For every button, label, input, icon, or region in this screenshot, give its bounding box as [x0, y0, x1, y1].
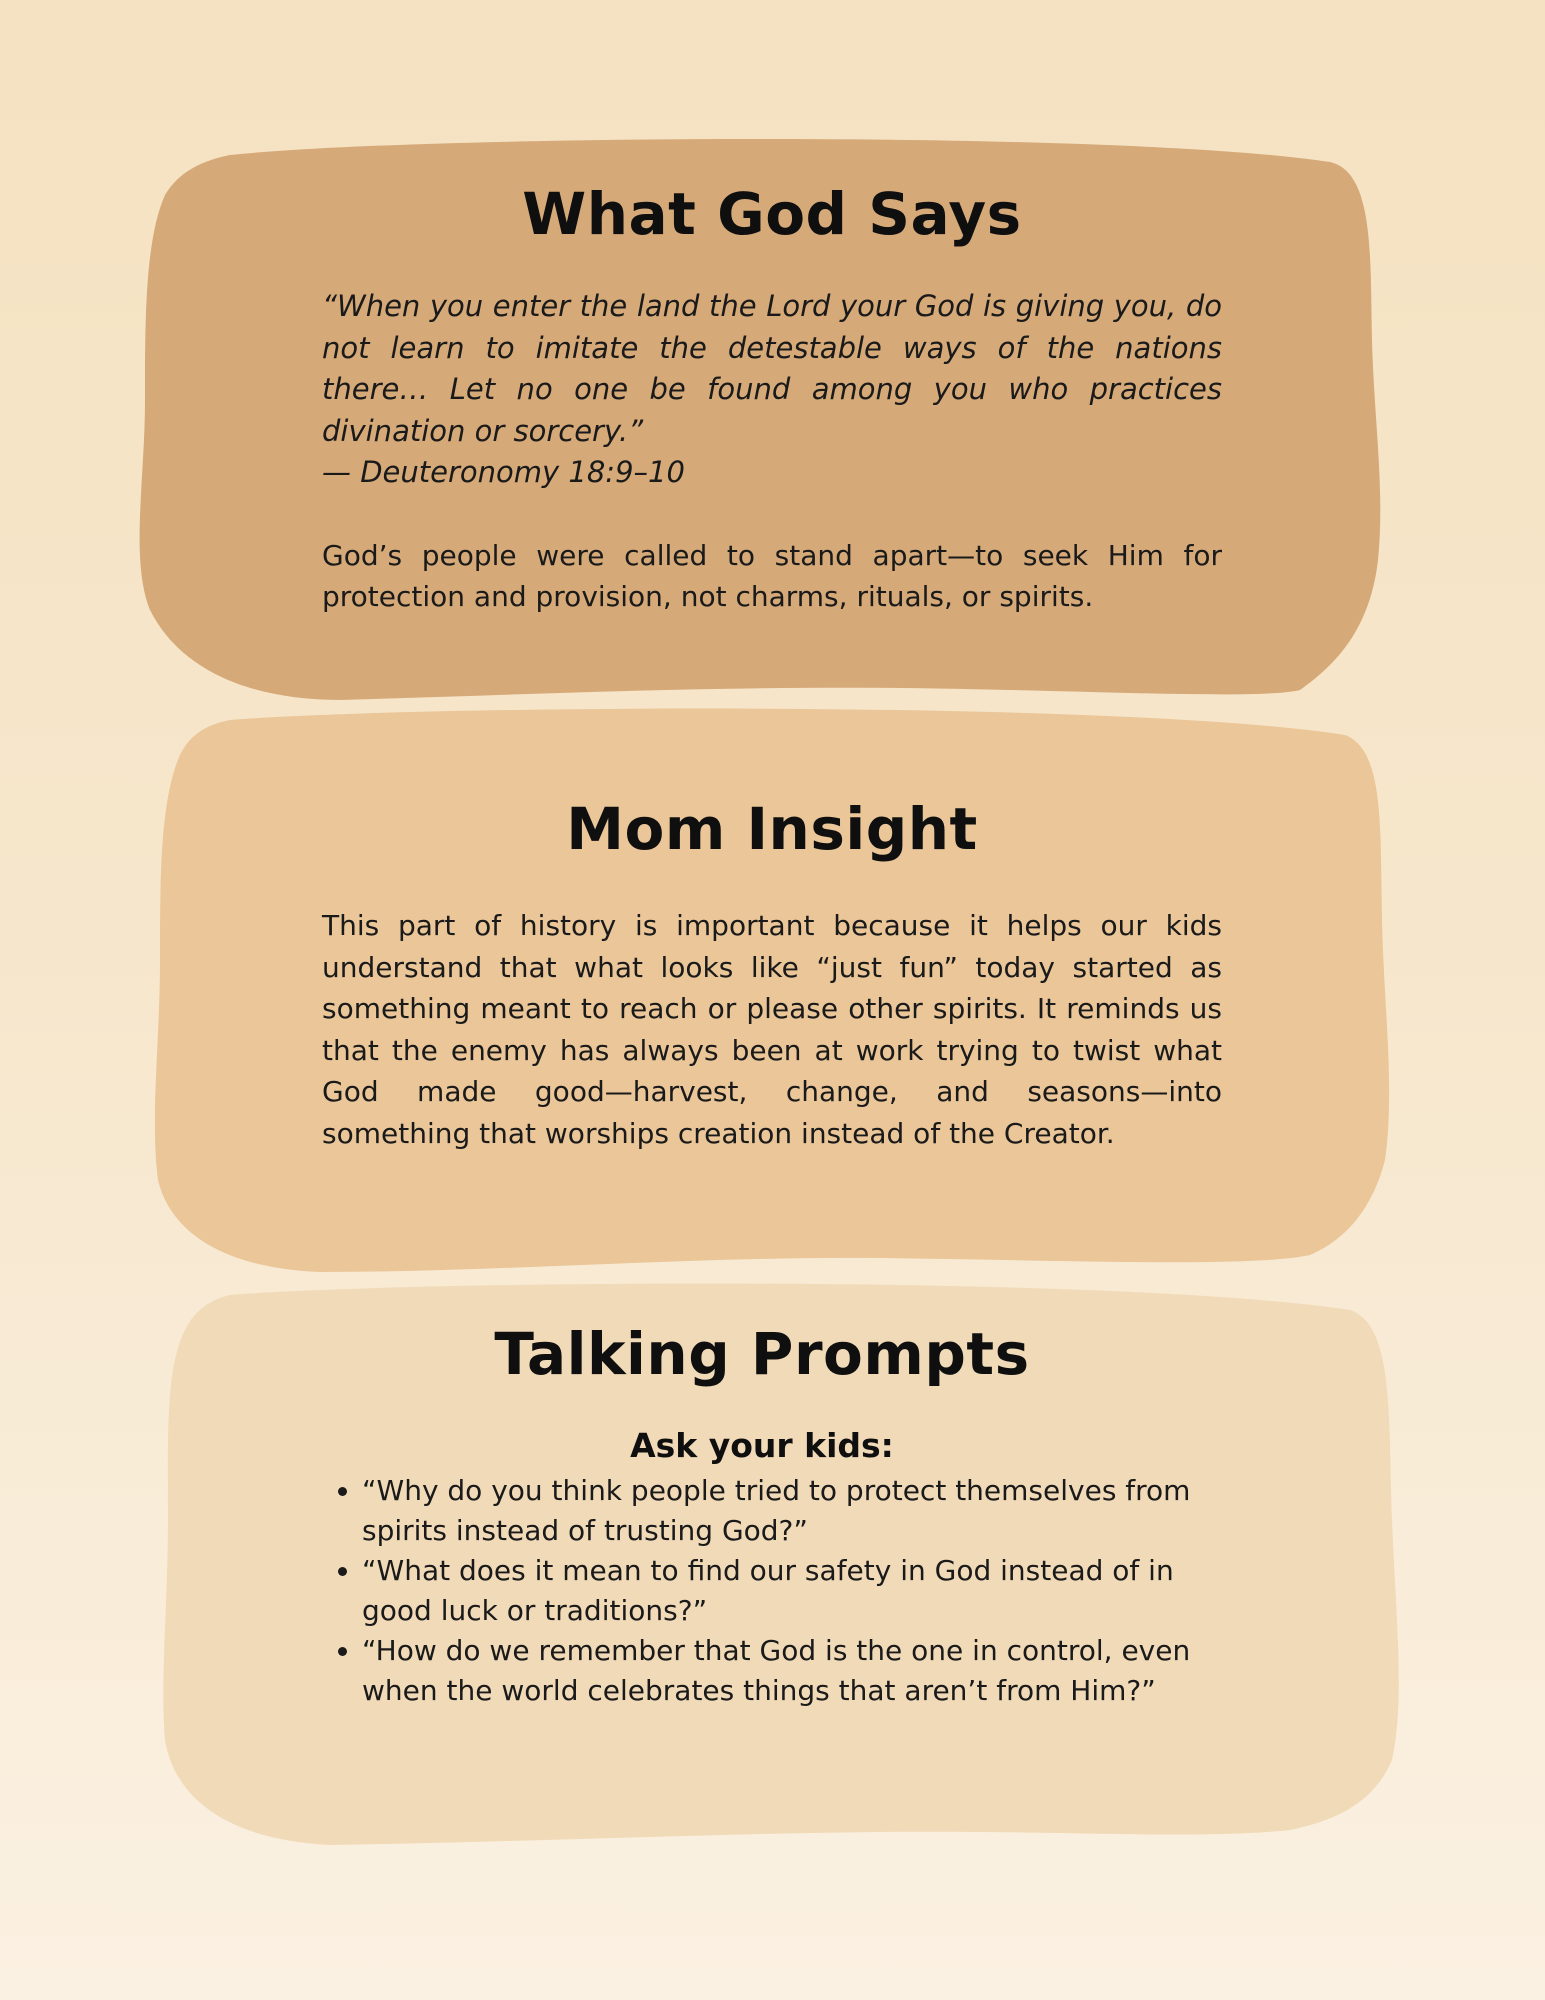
god-says-title: What God Says	[522, 180, 1022, 248]
list-item: • “What does it mean to find our safety in God instead of in good luck or traditions?”	[362, 1551, 1222, 1631]
list-item: • “Why do you think people tried to protect themselves from spirits instead of trusting God?”	[362, 1471, 1222, 1551]
mom-insight-section	[322, 795, 1222, 1154]
scripture-quote: “When you enter the land the Lord your God is giving you, do not learn to imitate the detestable ways of the nations there… Let no one be found among you who practices divination or sorcery.”	[322, 289, 1222, 448]
mom-insight-title: Mom Insight	[566, 795, 978, 863]
mom-insight-body: This part of history is important because it helps our kids understand that what looks like “just fun” today started as something meant to reach or please other spirits. It reminds us that the enemy has always been at work trying to twist what God made good—harvest, change, and seasons—into something that worships creation instead of the Creator.	[322, 909, 1222, 1150]
talking-prompts-section	[322, 1320, 1222, 1711]
god-says-section	[322, 180, 1222, 618]
ask-your-kids-heading: Ask your kids:	[630, 1426, 894, 1465]
talking-prompts-title: Talking Prompts	[494, 1320, 1030, 1388]
scripture-reference: — Deuteronomy 18:9–10	[322, 455, 685, 489]
prompt-list	[322, 1471, 1222, 1711]
god-says-body: God’s people were called to stand apart—to seek Him for protection and provision, not charms, rituals, or spirits.	[322, 538, 1222, 613]
list-item: • “How do we remember that God is the one in control, even when the world celebrates things that aren’t from Him?”	[362, 1631, 1222, 1711]
